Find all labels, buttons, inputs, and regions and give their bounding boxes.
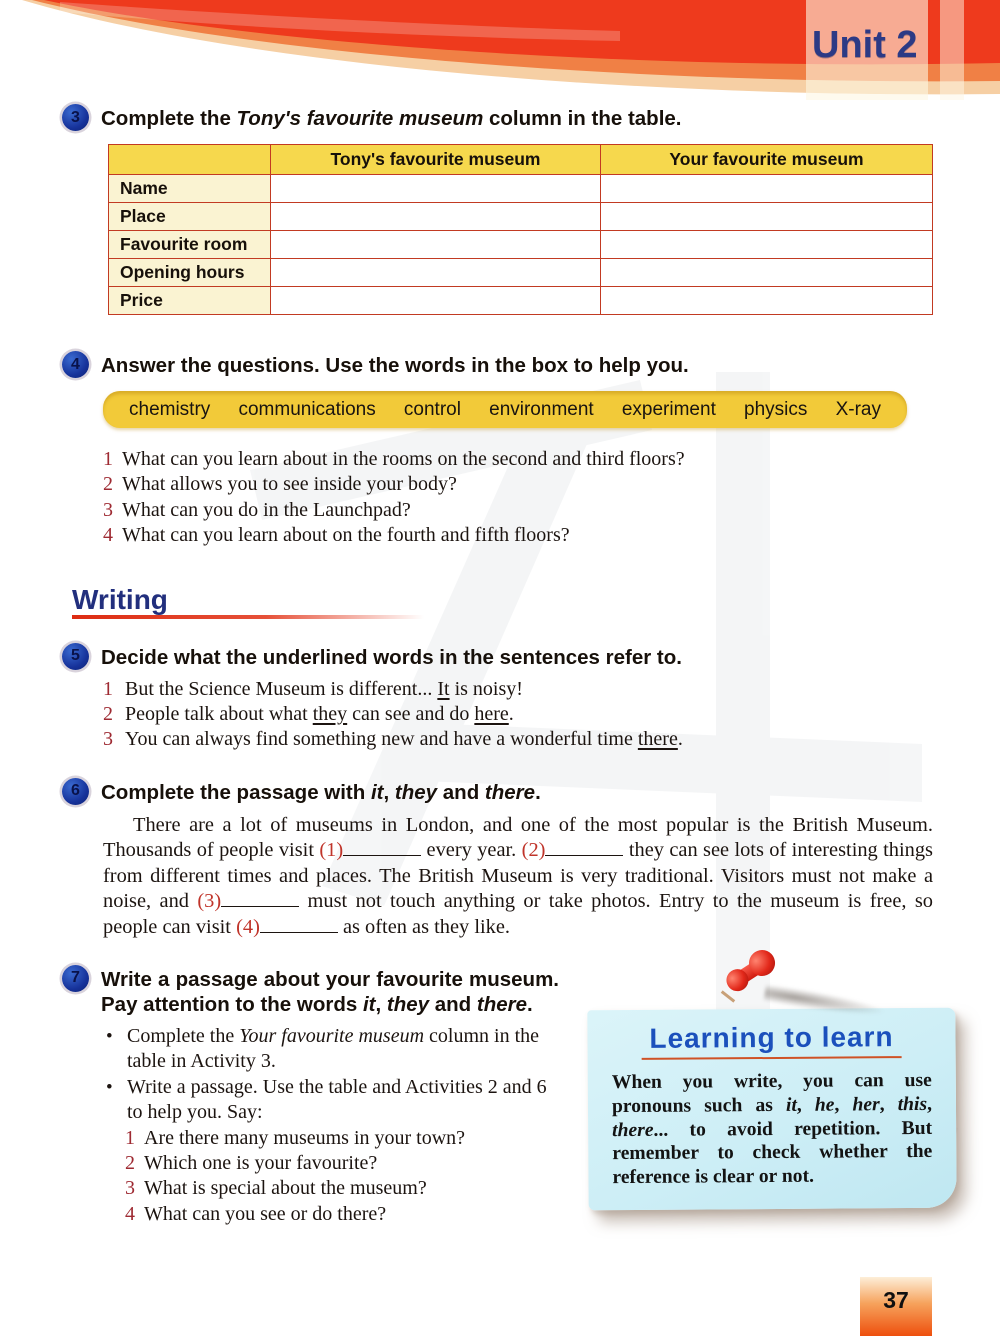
numbered-item: [103, 523, 940, 548]
activity-4-title: [101, 351, 689, 378]
table-corner-cell: [109, 145, 271, 175]
text-fragment: When you write, you can use pronouns such as: [611, 1069, 932, 1117]
text-fragment: every year.: [421, 839, 522, 862]
text-fragment: can see and do: [347, 702, 475, 725]
item-text: [125, 702, 514, 727]
text-fragment: .: [527, 992, 533, 1016]
text-fragment: You can always find something new and have a wonderful time: [125, 728, 638, 751]
item-text: Are there many museums in your town?: [144, 1126, 466, 1149]
activity-5-sentences: [103, 677, 940, 753]
text-fragment: (4): [236, 915, 260, 938]
word-box-item: communications: [238, 399, 376, 420]
note-body: [612, 1068, 933, 1189]
numbered-item: [103, 447, 940, 472]
table-row: [109, 259, 933, 287]
table-header-your: Your favourite museum: [601, 145, 933, 175]
activity-4-heading: [62, 351, 940, 378]
text-fragment: column in the table.: [483, 107, 682, 130]
word-box-item: physics: [744, 399, 808, 420]
text-fragment: column in the table in Activity 3.: [127, 1024, 540, 1072]
activity-7-questions: [125, 1126, 555, 1227]
text-fragment: ... to avoid repetition. But remember to check whether the reference is clear or not.: [612, 1117, 933, 1188]
activity-7-bullets: [106, 1024, 554, 1126]
activity-7-section: [62, 965, 940, 1275]
numbered-item: [103, 677, 940, 702]
empty-cell-tony-column: [271, 287, 601, 315]
item-number: 1: [103, 448, 113, 470]
unit-title: Unit 2: [812, 24, 918, 66]
numbered-item: [103, 498, 940, 523]
text-fragment: here: [474, 702, 509, 725]
item-text: [125, 727, 683, 752]
text-fragment: Complete the passage with: [101, 780, 371, 804]
text-fragment: they: [386, 992, 430, 1016]
table-row: [109, 175, 933, 203]
text-fragment: Write a passage. Use the table and Activities 2 and 6 to help you. Say:: [127, 1076, 547, 1124]
empty-cell-your-column: [601, 203, 933, 231]
activity-4-questions: [103, 447, 940, 548]
empty-cell-your-column: [601, 231, 933, 259]
activity-5-badge: 5: [62, 643, 89, 670]
note-title: Learning to learn: [641, 1021, 901, 1060]
text-fragment: .: [677, 728, 683, 751]
text-fragment: .: [535, 780, 541, 804]
word-box-item: chemistry: [129, 399, 211, 420]
table-row: [109, 203, 933, 231]
text-fragment: People talk about what: [125, 702, 313, 725]
table-row: [109, 231, 933, 259]
text-fragment: her: [852, 1093, 880, 1115]
text-fragment: they: [394, 780, 438, 804]
text-fragment: ,: [375, 992, 387, 1016]
text-fragment: is noisy!: [449, 677, 523, 700]
empty-cell-your-column: [601, 287, 933, 315]
text-fragment: it: [370, 780, 384, 804]
text-fragment: and: [429, 992, 477, 1016]
text-fragment: There are a lot of museums in London, and one of the most popular is the British Museum. Thousands of people visit: [103, 813, 933, 862]
text-fragment: this: [897, 1093, 928, 1115]
text-fragment: it: [785, 1094, 797, 1116]
item-number: 3: [103, 728, 113, 751]
blank-line: [260, 918, 338, 933]
numbered-item: [103, 727, 940, 752]
row-label: Favourite room: [109, 231, 271, 259]
writing-underline-rule: [72, 615, 424, 619]
item-text: What is special about the museum?: [144, 1177, 427, 1200]
item-number: 3: [125, 1177, 135, 1200]
text-fragment: there: [476, 992, 528, 1016]
row-label: Name: [109, 175, 271, 203]
row-label: Opening hours: [109, 259, 271, 287]
text-fragment: ,: [383, 780, 395, 804]
text-fragment: (3): [197, 890, 222, 913]
activity-6-heading: [62, 778, 940, 805]
text-fragment: as often as they like.: [337, 915, 510, 938]
sticky-note: [587, 1007, 956, 1210]
text-fragment: Decide what the underlined words in the sentences refer to.: [101, 645, 682, 669]
item-number: 1: [125, 1126, 135, 1149]
text-fragment: It: [437, 677, 450, 700]
museum-table: [108, 144, 933, 315]
text-fragment: (1): [319, 839, 344, 862]
activity-7-badge: 7: [62, 965, 89, 992]
word-box: [103, 391, 907, 428]
text-fragment: it: [362, 992, 376, 1016]
text-fragment: ,: [834, 1093, 853, 1115]
text-fragment: and: [437, 780, 485, 804]
word-box-item: X-ray: [835, 399, 881, 420]
text-fragment: ,: [927, 1093, 933, 1115]
item-text: What can you learn about in the rooms on the second and third floors?: [122, 448, 685, 470]
word-box-item: environment: [489, 399, 594, 420]
text-fragment: they: [312, 702, 348, 725]
text-fragment: there: [484, 780, 536, 804]
museum-table-header-row: [109, 145, 933, 175]
text-fragment: Answer the questions. Use the words in the box to help you.: [101, 354, 689, 377]
blank-line: [343, 841, 421, 856]
item-number: 1: [103, 677, 113, 700]
blank-line: [545, 841, 623, 856]
word-box-item: experiment: [621, 399, 716, 420]
numbered-item: [125, 1126, 555, 1151]
table-row: [109, 287, 933, 315]
item-text: [125, 677, 523, 702]
text-fragment: he: [814, 1093, 835, 1116]
empty-cell-tony-column: [271, 175, 601, 203]
numbered-item: [103, 472, 940, 497]
activity-5-heading: [62, 643, 940, 670]
table-header-tony: Tony's favourite museum: [271, 145, 601, 175]
item-number: 4: [125, 1202, 135, 1225]
empty-cell-your-column: [601, 175, 933, 203]
empty-cell-tony-column: [271, 203, 601, 231]
text-fragment: they can see lots of interesting things from different times and places. The British Museum is very traditional. Visitors must not make a noise, and: [103, 839, 933, 913]
blank-line: [221, 892, 299, 907]
text-fragment: (2): [521, 839, 546, 862]
item-text: What can you do in the Launchpad?: [122, 498, 411, 521]
empty-cell-tony-column: [271, 259, 601, 287]
item-number: 2: [125, 1152, 135, 1175]
activity-3-badge: 3: [62, 104, 89, 131]
activity-3-heading: [62, 104, 940, 131]
row-label: Place: [109, 203, 271, 231]
item-text: Which one is your favourite?: [144, 1152, 378, 1175]
activity-7-title: [101, 965, 559, 1017]
activity-5-title: [101, 643, 682, 670]
text-fragment: But the Science Museum is different...: [125, 677, 438, 700]
activity-4-badge: 4: [62, 351, 89, 378]
activity-6-title: [101, 778, 541, 805]
gap-fill-passage: [103, 813, 933, 941]
page-number-tab: [860, 1277, 932, 1336]
writing-section-title: Writing: [72, 584, 168, 616]
item-text: What allows you to see inside your body?: [122, 473, 457, 496]
item-text: What can you learn about on the fourth and fifth floors?: [122, 523, 570, 546]
bullet-item: [106, 1024, 554, 1075]
item-number: 2: [103, 702, 113, 725]
pushpin-icon: [586, 953, 972, 1009]
text-fragment: there: [612, 1118, 654, 1141]
text-fragment: Your favourite museum: [239, 1024, 425, 1047]
text-fragment: ,: [796, 1094, 815, 1116]
bullet-text: [127, 1075, 554, 1126]
bullet-dot: •: [106, 1025, 113, 1047]
text-fragment: .: [508, 702, 514, 725]
numbered-item: [125, 1176, 555, 1201]
text-fragment: ,: [879, 1093, 898, 1115]
museum-table-body: [109, 175, 933, 315]
activity-6-badge: 6: [62, 778, 89, 805]
word-box-item: control: [403, 399, 461, 420]
numbered-item: [103, 702, 940, 727]
learning-note: [586, 953, 972, 1209]
bullet-item: [106, 1075, 554, 1126]
text-fragment: must not touch anything or take photos. Entry to the museum is free, so people can visit: [103, 890, 934, 938]
item-number: 4: [103, 523, 113, 546]
empty-cell-your-column: [601, 259, 933, 287]
bullet-dot: •: [106, 1077, 113, 1099]
text-fragment: Complete the: [101, 107, 237, 130]
text-fragment: Write a passage about your favourite museum. Pay attention to the words: [101, 967, 559, 1016]
text-fragment: Complete the: [127, 1024, 240, 1047]
bullet-text: [127, 1024, 554, 1075]
page-number: 37: [883, 1287, 909, 1313]
empty-cell-tony-column: [271, 231, 601, 259]
numbered-item: [125, 1151, 555, 1176]
item-number: 3: [103, 498, 113, 521]
item-text: What can you see or do there?: [144, 1202, 387, 1225]
writing-section-header: [72, 585, 940, 619]
item-number: 2: [103, 473, 113, 496]
numbered-item: [125, 1202, 555, 1227]
text-fragment: Tony's favourite museum: [236, 107, 484, 130]
row-label: Price: [109, 287, 271, 315]
activity-3-title: [101, 104, 682, 131]
text-fragment: there: [637, 728, 678, 751]
